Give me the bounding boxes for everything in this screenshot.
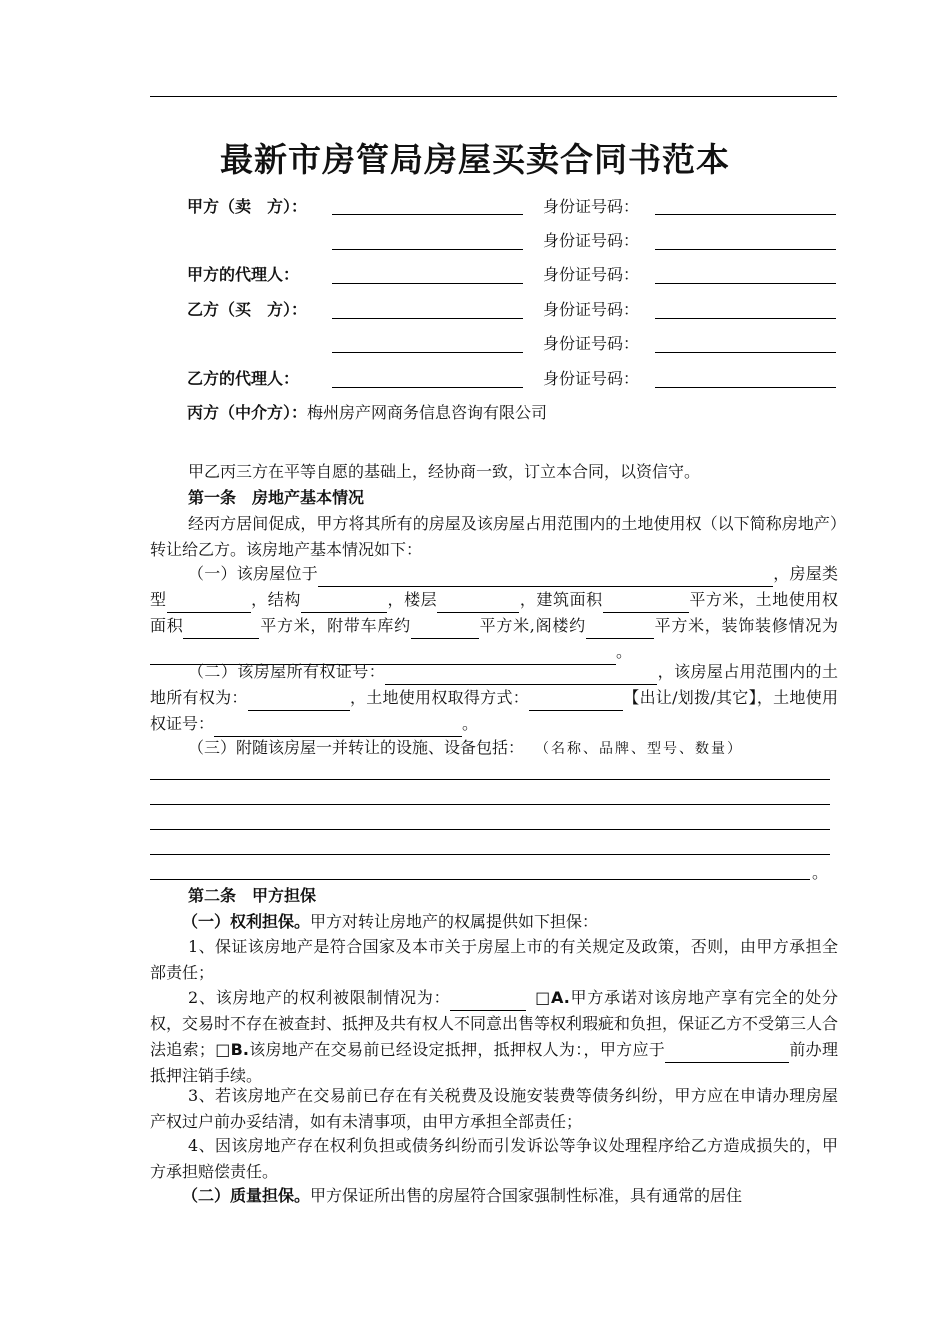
item1-attic-label: 平方米,阁楼约 bbox=[478, 616, 586, 635]
item2-land-cert-label: 【出让/划拨/其它】，土地使用权证号： bbox=[150, 688, 838, 733]
article1-item1 bbox=[150, 561, 838, 665]
article2-heading: 第二条 甲方担保 bbox=[188, 886, 317, 905]
option-b-deadline-label: ，甲方应于 bbox=[583, 1040, 666, 1059]
article2-item2 bbox=[150, 985, 838, 1089]
seller-agent-id-label: 身份证号码： bbox=[543, 265, 640, 284]
attic-area-field[interactable] bbox=[586, 619, 654, 639]
item1-type-label: ，房屋类型 bbox=[150, 564, 838, 609]
article1-item3 bbox=[188, 737, 743, 760]
item1-garage-label: 平方米，附带车库约 bbox=[259, 616, 411, 635]
seller-agent-label: 甲方的代理人： bbox=[187, 265, 300, 284]
buyer2-name-field[interactable] bbox=[332, 352, 523, 353]
option-a-checkbox[interactable]: □A. bbox=[534, 988, 570, 1007]
option-b-checkbox[interactable]: □B. bbox=[214, 1040, 249, 1059]
facilities-line-3[interactable] bbox=[150, 829, 830, 830]
restriction-label: 2、该房地产的权利被限制情况为： bbox=[188, 988, 451, 1007]
agency-label: 丙方（中介方）： bbox=[187, 403, 308, 422]
article2-item4: 4、因该房地产存在权利负担或债务纠纷而引发诉讼等争议处理程序给乙方造成损失的，甲方承担赔偿责任。 bbox=[150, 1136, 838, 1181]
article1-paragraph: 经丙方居间促成，甲方将其所有的房屋及该房屋占用范围内的土地使用权（以下简称房地产）转让给乙方。该房地产基本情况如下： bbox=[150, 514, 838, 559]
document-title: 最新市房管局房屋买卖合同书范本 bbox=[220, 140, 730, 179]
option-b-end: 前办理抵押注销手续。 bbox=[150, 1040, 838, 1085]
structure-field[interactable] bbox=[301, 593, 387, 613]
seller-agent-field[interactable] bbox=[332, 283, 523, 284]
buyer-id-label: 身份证号码： bbox=[543, 300, 640, 319]
seller-agent-id-field[interactable] bbox=[655, 283, 836, 284]
option-b-text: 该房地产在交易前已经设定抵押，抵押权人为： bbox=[248, 1040, 584, 1059]
facilities-line-5[interactable] bbox=[150, 879, 810, 880]
item3-text: （三）附随该房屋一并转让的设施、设备包括： bbox=[188, 738, 525, 757]
restriction-field[interactable] bbox=[450, 991, 526, 1011]
article2-section1 bbox=[150, 909, 838, 935]
quality-guarantee-text: 甲方保证所出售的房屋符合国家强制性标准，具有通常的居住 bbox=[310, 1186, 743, 1205]
item1-structure-label: ，结构 bbox=[250, 590, 301, 609]
buyer-id-field[interactable] bbox=[655, 318, 836, 319]
item1-location-label: （一）该房屋位于 bbox=[188, 564, 318, 583]
article2-item1: 1、保证该房地产是符合国家及本市关于房屋上市的有关规定及政策，否则，由甲方承担全部责任； bbox=[150, 937, 838, 982]
location-field[interactable] bbox=[318, 567, 773, 587]
item3-note: （名称、品牌、型号、数量） bbox=[542, 741, 744, 757]
intro-paragraph: 甲乙丙三方在平等自愿的基础上，经协商一致，订立本合同，以资信守。 bbox=[188, 462, 701, 481]
facilities-line-4[interactable] bbox=[150, 854, 830, 855]
seller2-id-field[interactable] bbox=[655, 249, 836, 250]
seller-label: 甲方（卖 方）： bbox=[187, 197, 308, 216]
seller-id-field[interactable] bbox=[655, 214, 836, 215]
buyer-agent-id-label: 身份证号码： bbox=[543, 369, 640, 388]
article1-item2 bbox=[150, 659, 838, 737]
buyer2-id-label: 身份证号码： bbox=[543, 334, 640, 353]
facilities-line-2[interactable] bbox=[150, 804, 830, 805]
rights-guarantee-heading: （一）权利担保。 bbox=[182, 912, 311, 931]
item1-land-area-label: 平方米，土地使用权面积 bbox=[150, 590, 838, 635]
acquisition-method-field[interactable] bbox=[529, 691, 623, 711]
seller-row bbox=[187, 196, 307, 218]
land-area-field[interactable] bbox=[183, 619, 259, 639]
buyer-agent-id-field[interactable] bbox=[655, 387, 836, 388]
building-area-field[interactable] bbox=[603, 593, 689, 613]
item1-end: 。 bbox=[616, 642, 633, 661]
garage-area-field[interactable] bbox=[411, 619, 479, 639]
item2-cert-label: （二）该房屋所有权证号： bbox=[188, 662, 386, 681]
deadline-field[interactable] bbox=[665, 1043, 789, 1063]
house-type-field[interactable] bbox=[167, 593, 251, 613]
seller-id-label: 身份证号码： bbox=[543, 197, 640, 216]
buyer-agent-field[interactable] bbox=[332, 387, 523, 388]
item2-end: 。 bbox=[462, 714, 479, 733]
seller2-name-field[interactable] bbox=[332, 249, 523, 250]
option-a-text: 甲方承诺对该房地产享有完全的处分权，交易时不存在被查封、抵押及共有权人不同意出售等权利瑕疵和负担，保证乙方不受第三人合法追索； bbox=[150, 988, 839, 1059]
buyer-label: 乙方（买 方）： bbox=[187, 300, 308, 319]
land-owner-field[interactable] bbox=[248, 691, 350, 711]
facilities-line-1[interactable] bbox=[150, 779, 830, 780]
article2-item3: 3、若该房地产在交易前已存在有关税费及设施安装费等债务纠纷，甲方应在申请办理房屋产权过户前办妥结清，如有未清事项，由甲方承担全部责任； bbox=[150, 1086, 838, 1131]
seller2-id-label: 身份证号码： bbox=[543, 231, 640, 250]
item2-method-label: ，土地使用权取得方式： bbox=[349, 688, 530, 707]
land-cert-field[interactable] bbox=[214, 717, 462, 737]
buyer-agent-label: 乙方的代理人： bbox=[187, 369, 300, 388]
item1-area-label: ，建筑面积 bbox=[519, 590, 603, 609]
quality-guarantee-heading: （二）质量担保。 bbox=[182, 1186, 311, 1205]
item1-floor-label: ，楼层 bbox=[386, 590, 438, 609]
seller-name-field[interactable] bbox=[332, 214, 523, 215]
ownership-cert-field[interactable] bbox=[385, 665, 657, 685]
buyer2-id-field[interactable] bbox=[655, 352, 836, 353]
header-rule bbox=[150, 96, 837, 97]
agency-row bbox=[187, 402, 547, 424]
buyer-name-field[interactable] bbox=[332, 318, 523, 319]
article1-heading: 第一条 房地产基本情况 bbox=[188, 488, 365, 507]
article2-section2 bbox=[150, 1183, 838, 1209]
rights-guarantee-text: 甲方对转让房地产的权属提供如下担保： bbox=[310, 912, 599, 931]
facilities-end: 。 bbox=[812, 863, 829, 882]
agency-name: 梅州房产网商务信息咨询有限公司 bbox=[307, 403, 548, 422]
item1-decoration-label: 平方米，装饰装修情况为 bbox=[653, 616, 838, 635]
floor-field[interactable] bbox=[437, 593, 519, 613]
item2-land-owner-label: ，该房屋占用范围内的土地所有权为： bbox=[150, 662, 838, 707]
